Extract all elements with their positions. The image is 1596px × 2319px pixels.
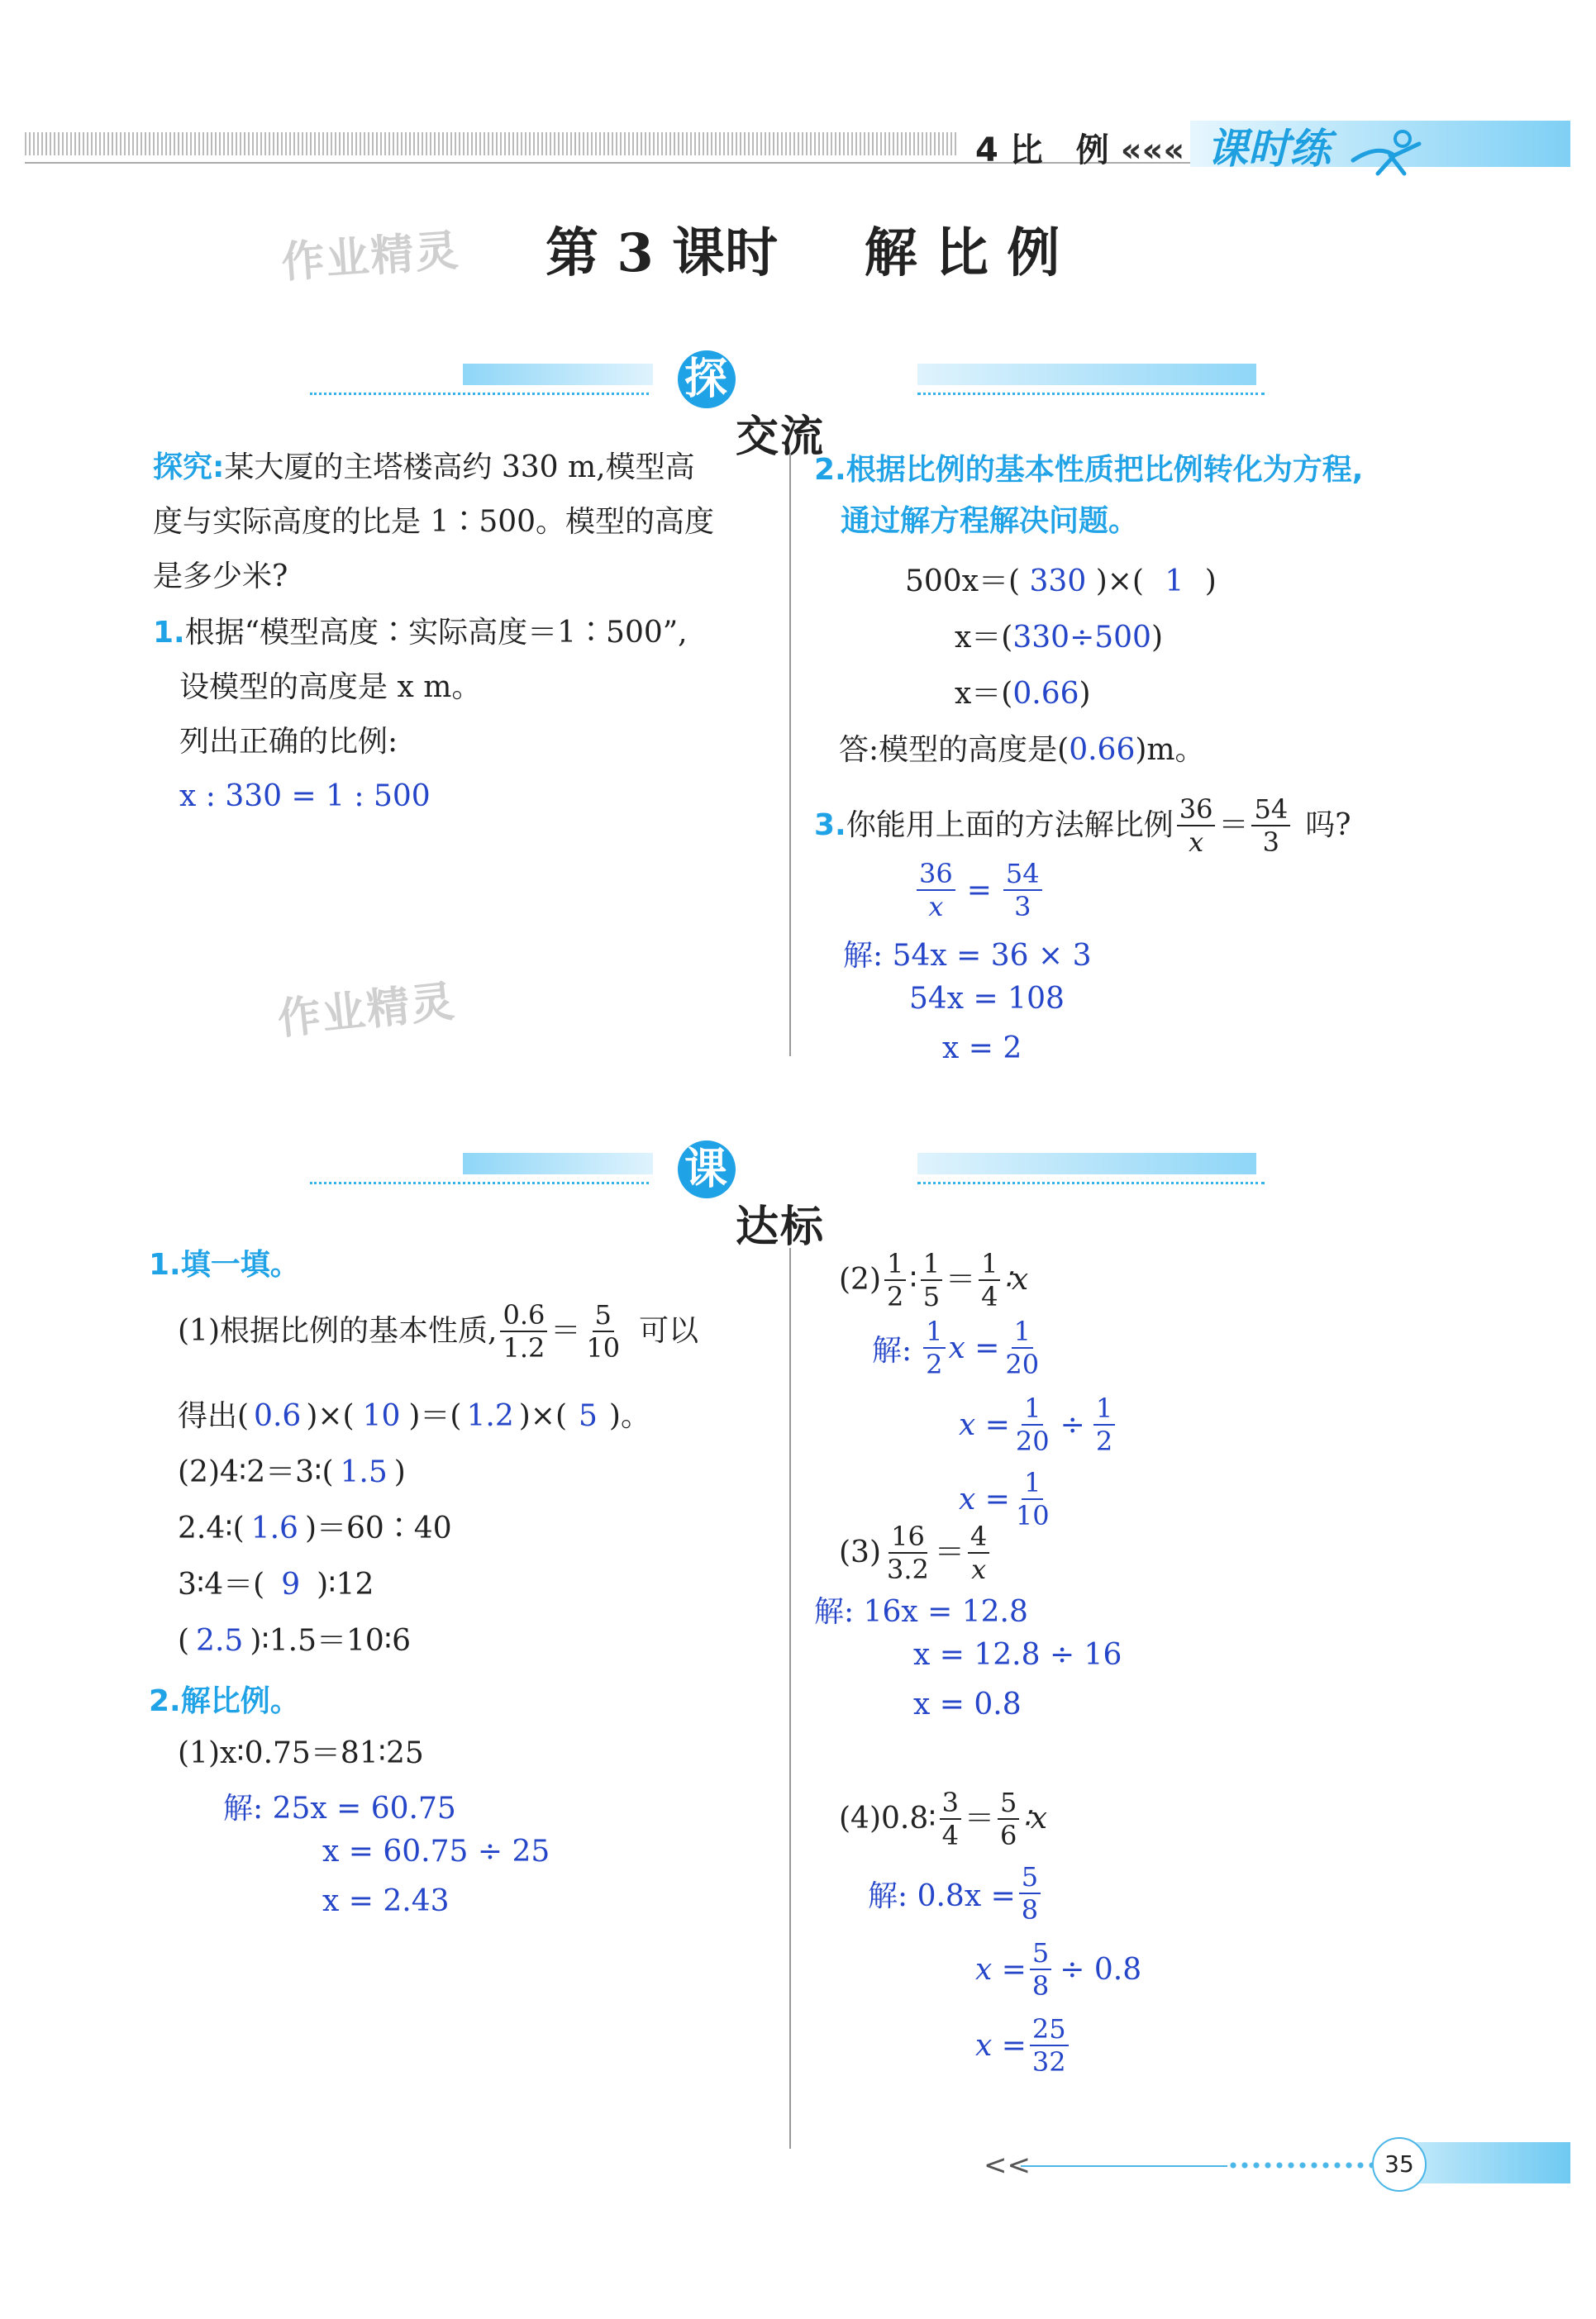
q2-eq3-blank: 0.66 <box>1012 677 1079 711</box>
q3-solution-step-2: 54x = 108 <box>909 982 1065 1016</box>
ex2-p4-s1-fraction: $\frac{5}{8}$ <box>1019 1861 1041 1926</box>
ex1-fraction-1: $\frac{0.6}{1.2}$ <box>500 1299 547 1364</box>
ex2-p2-s3-fraction: $\frac{1}{10}$ <box>1015 1467 1050 1531</box>
question-1 <box>153 613 781 817</box>
explore-problem <box>153 448 781 597</box>
q3-number: 3. <box>814 808 846 842</box>
page-number-text: 35 <box>1384 2150 1414 2178</box>
section2-dotted-right <box>917 1182 1265 1184</box>
q2-answer-blank: 0.66 <box>1069 733 1136 767</box>
ex1-blank-6: 1.6 <box>250 1512 298 1545</box>
section1-dotted-right <box>917 393 1265 395</box>
section2-dotted-left <box>310 1182 649 1184</box>
ex1-blank-8: 2.5 <box>196 1624 244 1658</box>
lesson-topic: 解 比 例 <box>864 222 1060 284</box>
ex2-p2-fraction-2: $\frac{1}{5}$ <box>921 1248 942 1312</box>
q3-fraction-2: $\frac{54}{3}$ <box>1251 793 1290 858</box>
ex1-heading: 1.填一填。 <box>149 1248 300 1282</box>
q3-solution-step-3: x = 2 <box>942 1031 1022 1065</box>
ex1-part1-line2: 得出( 0.6 )×( 10 )＝( 1.2 )×( 5 )。 <box>178 1399 650 1433</box>
problem-line-3: 是多少米? <box>153 560 288 593</box>
ex1-part2: (2)4∶2＝3∶( 1.5 ) <box>178 1455 406 1489</box>
footer-dots <box>1227 2160 1372 2170</box>
ex1-blank-1: 0.6 <box>254 1399 302 1433</box>
ex1-blank-3: 1.2 <box>466 1399 514 1433</box>
ex1-blank-4: 5 <box>579 1399 598 1433</box>
footer-line <box>1021 2165 1227 2167</box>
ex2-p4-fraction-2: $\frac{5}{6}$ <box>998 1787 1019 1851</box>
q2-equation-2: x＝(330÷500) <box>955 621 1163 655</box>
ex2-part1-step-3: x = 2.43 <box>322 1884 450 1918</box>
problem-line-1: 某大厦的主塔楼高约 330 m,模型高 <box>224 450 695 484</box>
q2-equation-3: x＝(0.66) <box>955 677 1091 711</box>
ex2-p3-step-1: 解: 16x = 12.8 <box>814 1595 1028 1629</box>
watermark-2: 作业精灵 <box>275 976 459 1045</box>
section1-bar-left <box>463 364 653 385</box>
problem-line-2: 度与实际高度的比是 1∶500。模型的高度 <box>153 505 715 539</box>
section2-title-b: 达标 <box>736 1202 826 1252</box>
q3-text: 你能用上面的方法解比例 <box>846 808 1174 842</box>
section2-divider <box>789 1248 791 2149</box>
header-series <box>1207 116 1436 177</box>
ex2-part1-step-2: x = 60.75 ÷ 25 <box>322 1835 550 1869</box>
lesson-number: 第 3 课时 <box>545 222 779 284</box>
q3-solution-fraction-1: $\frac{36}{x}$ <box>917 858 955 922</box>
q3-solution-proportion: $\frac{36}{x}$ = $\frac{54}{3}$ <box>913 858 1046 922</box>
ex2-p2-step-2: x = $\frac{1}{20}$ ÷ $\frac{1}{2}$ <box>959 1393 1118 1457</box>
ex2-p2-s2-fraction-2: $\frac{1}{2}$ <box>1093 1393 1115 1457</box>
section1-bar-right <box>917 364 1256 385</box>
ex1-part3: 2.4∶( 1.6 )＝60∶40 <box>178 1512 452 1545</box>
ex2-part1-step-1: 解: 25x = 60.75 <box>223 1792 456 1826</box>
q2-answer: 答:模型的高度是(0.66)m。 <box>839 733 1205 767</box>
back-arrow-icon: << <box>984 2149 1031 2182</box>
ex2-p3-fraction-1: $\frac{16}{3.2}$ <box>887 1521 929 1585</box>
section2-title <box>678 1140 825 1254</box>
q2-eq1-blank-a: 330 <box>1029 564 1087 598</box>
ex2-p3-fraction-2: $\frac{4}{x}$ <box>968 1521 989 1585</box>
ex2-p2-s1-fraction-2: $\frac{1}{20}$ <box>1005 1316 1040 1380</box>
ex2-p4-step-3: x = $\frac{25}{32}$ <box>975 2013 1072 2078</box>
double-chevron-icon: ««« <box>1120 131 1185 169</box>
explore-label: 探究: <box>153 450 225 484</box>
ex2-part4: (4)0.8∶ $\frac{3}{4}$ ＝ $\frac{5}{6}$ ∶x <box>839 1787 1048 1851</box>
ex2-p2-s1-fraction-1: $\frac{1}{2}$ <box>923 1316 945 1380</box>
ex2-heading: 2.解比例。 <box>149 1684 300 1718</box>
q2-eq1-blank-b: 1 <box>1165 564 1184 598</box>
ex1-fraction-2: $\frac{5}{10}$ <box>586 1299 621 1364</box>
section1-dotted-left <box>310 393 649 395</box>
ex1-blank-7: 9 <box>281 1568 301 1602</box>
ex2-p2-s2-fraction-1: $\frac{1}{20}$ <box>1015 1393 1050 1457</box>
ex2-p2-fraction-3: $\frac{1}{4}$ <box>979 1248 1000 1312</box>
chapter-label: 4 比 例 <box>975 131 1109 169</box>
section2-title-a: 课堂 <box>678 1140 736 1198</box>
q3-fraction-1: $\frac{36}{x}$ <box>1177 793 1216 858</box>
q2-equation-1: 500x＝( 330 )×( 1 ) <box>905 564 1217 598</box>
ex1-blank-2: 10 <box>362 1399 401 1433</box>
ex2-p2-step-3: x = $\frac{1}{10}$ <box>959 1467 1055 1531</box>
ex2-p4-s3-fraction: $\frac{25}{32}$ <box>1030 2013 1069 2078</box>
q1-number: 1. <box>153 616 185 650</box>
question-3: 3. 你能用上面的方法解比例 $\frac{36}{x}$ ＝ $\frac{54}{3}$ 吗? <box>814 793 1351 858</box>
section2-bar-left <box>463 1153 653 1174</box>
runner-icon <box>1345 127 1436 177</box>
ex2-p3-step-3: x = 0.8 <box>913 1688 1022 1721</box>
header-hatch <box>25 132 959 155</box>
q1-answer: x : 330 = 1 : 500 <box>179 779 431 813</box>
ex2-p3-step-2: x = 12.8 ÷ 16 <box>913 1638 1122 1672</box>
ex1-part4: 3∶4＝( 9 )∶12 <box>178 1568 374 1602</box>
q1-line-2: 设模型的高度是 x m。 <box>179 670 482 704</box>
ex2-part2: (2) $\frac{1}{2}$ ∶ $\frac{1}{5}$ ＝ $\frac{1}{4}$ ∶x <box>839 1248 1029 1312</box>
header-chapter <box>975 124 1184 171</box>
page-number <box>1372 2137 1427 2192</box>
ex2-p4-step-2: x = $\frac{5}{8}$ ÷ 0.8 <box>975 1937 1142 2002</box>
q2-number: 2. <box>814 453 846 487</box>
question-2 <box>814 450 1558 541</box>
q1-line-3: 列出正确的比例: <box>179 725 398 759</box>
q2-eq2-blank: 330÷500 <box>1012 621 1151 655</box>
ex1-blank-5: 1.5 <box>340 1455 388 1489</box>
ex2-part3: (3) $\frac{16}{3.2}$ ＝ $\frac{4}{x}$ <box>839 1521 993 1585</box>
watermark: 作业精灵 <box>279 226 462 288</box>
section1-title-a: 探究 <box>678 350 736 408</box>
q3-solution-fraction-2: $\frac{54}{3}$ <box>1003 858 1042 922</box>
q2-line-2: 通过解方程解决问题。 <box>841 504 1139 538</box>
ex2-p4-step-1: 解: 0.8x = $\frac{5}{8}$ <box>868 1861 1044 1926</box>
ex2-part1: (1)x∶0.75＝81∶25 <box>178 1736 424 1770</box>
ex2-p2-step-1: 解: $\frac{1}{2}$ x = $\frac{1}{20}$ <box>872 1316 1045 1380</box>
ex2-p4-fraction-1: $\frac{3}{4}$ <box>940 1787 961 1851</box>
q2-line-1: 根据比例的基本性质把比例转化为方程, <box>846 453 1364 487</box>
series-title: 课时练 <box>1207 125 1331 173</box>
ex2-p2-fraction-1: $\frac{1}{2}$ <box>884 1248 906 1312</box>
q1-line-1: 根据“模型高度∶实际高度＝1∶500”, <box>184 616 688 650</box>
q3-solution-step-1: 解: 54x = 36 × 3 <box>843 939 1092 973</box>
page-title <box>545 211 1060 287</box>
ex1-part1: (1)根据比例的基本性质, $\frac{0.6}{1.2}$ ＝ $\frac{5}{10}$ 可以 <box>178 1299 699 1364</box>
ex2-p4-s2-fraction: $\frac{5}{8}$ <box>1030 1937 1051 2002</box>
section1-title <box>678 350 825 464</box>
section1-divider <box>789 453 791 1056</box>
section2-bar-right <box>917 1153 1256 1174</box>
section1-title-b: 交流 <box>736 412 826 462</box>
ex1-part5: ( 2.5 )∶1.5＝10∶6 <box>178 1624 412 1658</box>
